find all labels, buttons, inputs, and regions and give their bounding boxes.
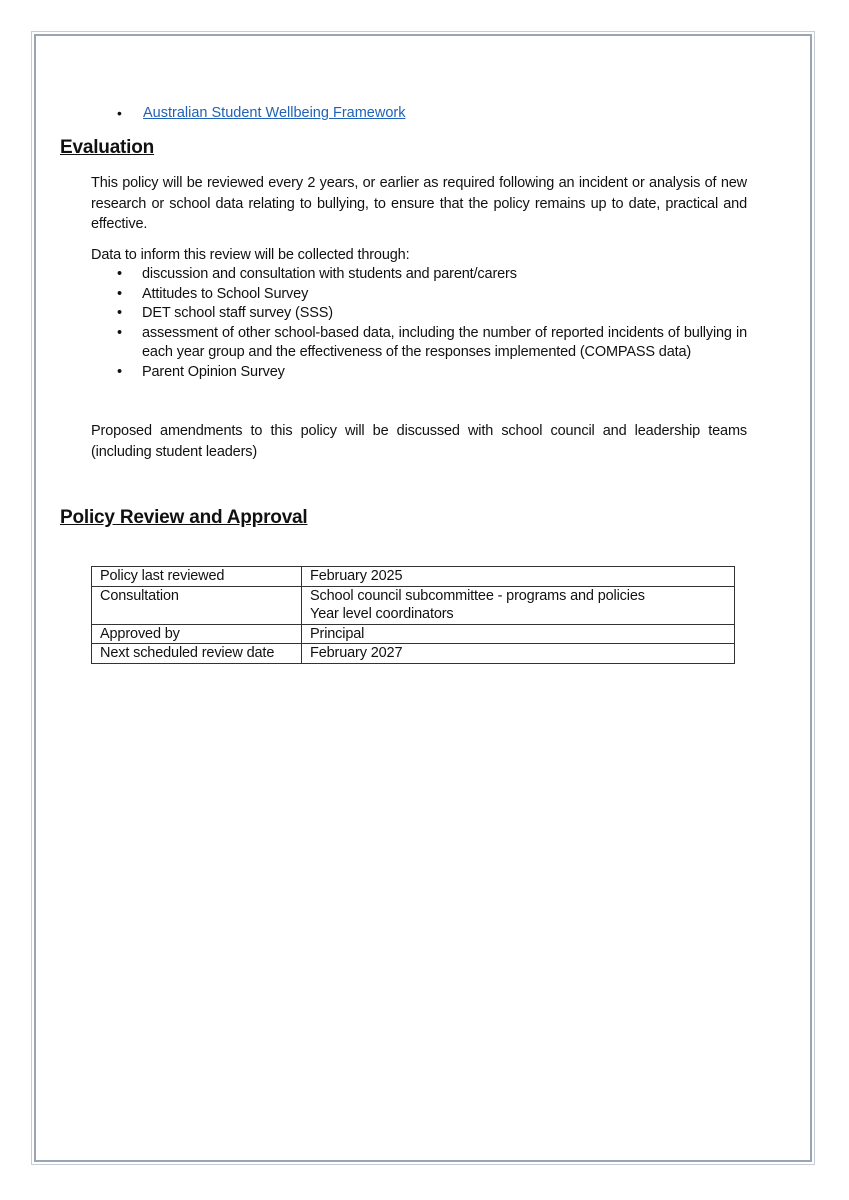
evaluation-heading: Evaluation <box>60 137 155 158</box>
list-item: • assessment of other school-based data, including the number of reported incidents of bullying in each year group and the effectiveness of the responses implemented (COMPASS data) <box>91 324 747 363</box>
row-value <box>302 567 735 587</box>
row-value-line: February 2025 <box>310 568 403 584</box>
row-value-line: Year level coordinators <box>310 606 454 622</box>
row-value-line: February 2027 <box>310 645 403 661</box>
list-item: • Attitudes to School Survey <box>91 285 747 305</box>
row-value <box>302 586 735 624</box>
table-row <box>92 586 735 624</box>
bullet-icon: • <box>117 105 122 121</box>
list-item: • Parent Opinion Survey <box>91 363 747 383</box>
evaluation-intro-paragraph: This policy will be reviewed every 2 years, or earlier as required following an incident or analysis of new research or school data relating to bullying, to ensure that the policy remains up to date, practical and effective. <box>91 175 747 232</box>
data-sources-list <box>91 265 747 382</box>
policy-review-heading: Policy Review and Approval <box>60 507 308 528</box>
row-label: Approved by <box>92 624 302 644</box>
australian-student-wellbeing-framework-link[interactable]: Australian Student Wellbeing Framework <box>143 105 406 121</box>
row-value-line: Principal <box>310 625 365 642</box>
amendments-paragraph: Proposed amendments to this policy will be discussed with school council and leadership teams (including student leaders) <box>91 423 747 460</box>
data-intro-paragraph: Data to inform this review will be collected through: <box>91 247 410 263</box>
row-value <box>302 624 735 644</box>
table-row <box>92 644 735 664</box>
table-row <box>92 624 735 644</box>
row-value <box>302 644 735 664</box>
row-label: Next scheduled review date <box>92 644 302 664</box>
row-value-line: School council subcommittee - programs and policies <box>310 587 645 604</box>
table-row <box>92 567 735 587</box>
list-item: • DET school staff survey (SSS) <box>91 304 747 324</box>
row-label: Policy last reviewed <box>92 567 302 587</box>
row-label: Consultation <box>92 586 302 624</box>
list-item: • discussion and consultation with students and parent/carers <box>91 265 747 285</box>
policy-review-table <box>91 566 735 664</box>
